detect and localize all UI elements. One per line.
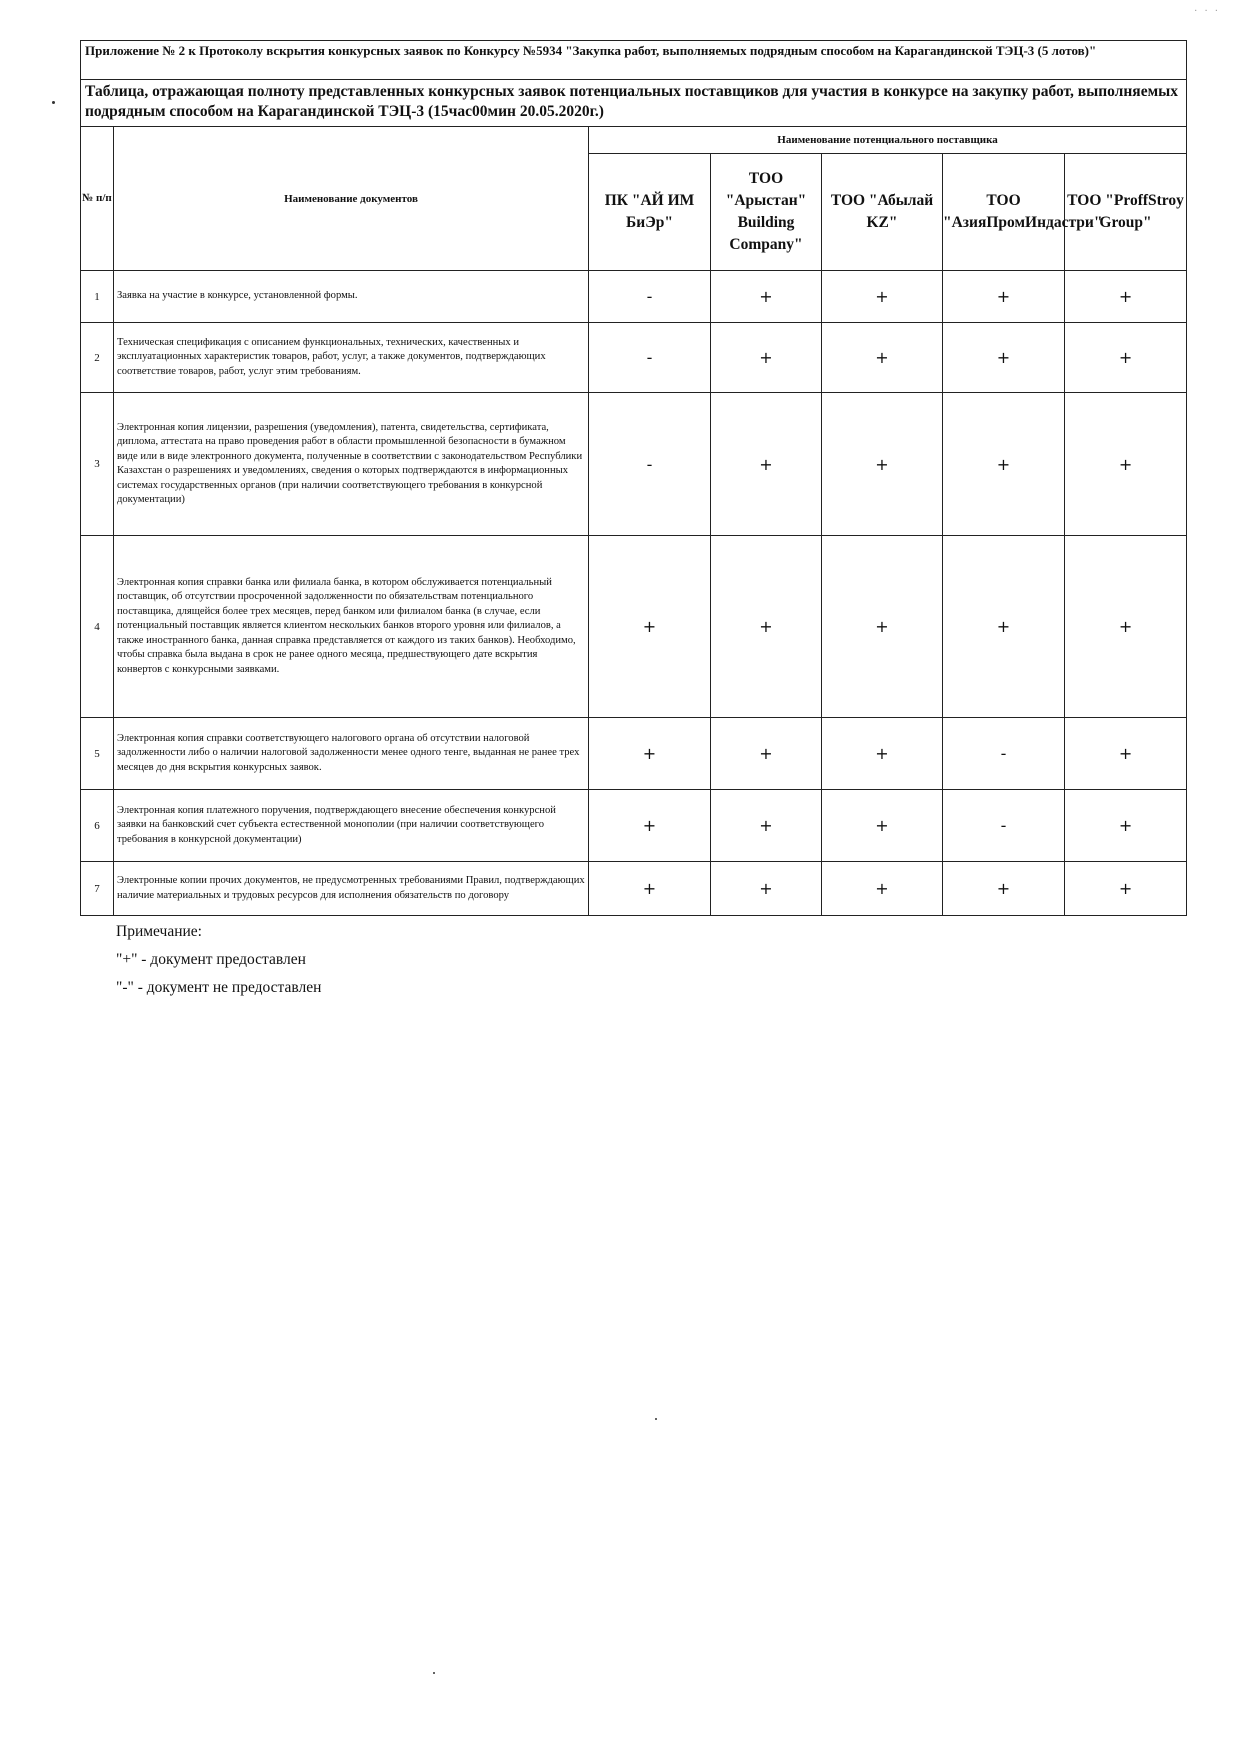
document-name: Электронные копии прочих документов, не предусмотренных требованиями Правил, подтверждающих наличие материальных и трудовых ресурсов для исполнения обязательств по договору [114,862,589,916]
status-mark: + [943,393,1065,536]
status-mark: - [943,718,1065,790]
status-mark: + [1065,536,1187,718]
row-number: 1 [81,271,114,323]
supplier-header: ТОО "ProffStroy Group" [1065,154,1187,271]
status-mark: - [589,323,711,393]
table-row [81,718,1187,790]
status-mark: + [711,271,822,323]
status-mark: + [589,790,711,862]
status-mark: - [589,393,711,536]
status-mark: + [711,790,822,862]
row-number: 6 [81,790,114,862]
document-name: Электронная копия справки соответствующего налогового органа об отсутствии налоговой задолженности либо о наличии налоговой задолженности менее одного тенге, выданная не ранее трех месяцев до дня вскрытия конкурсных заявок. [114,718,589,790]
status-mark: + [711,323,822,393]
table-row [81,323,1187,393]
status-mark: + [822,393,943,536]
status-mark: + [711,862,822,916]
note-minus-legend: "-" - документ не предоставлен [116,979,322,996]
status-mark: + [589,862,711,916]
document-name: Электронная копия лицензии, разрешения (уведомления), патента, свидетельства, сертификата, диплома, аттестата на право проведения работ в области промышленной безопасности в бумажном виде или в виде электронного документа, полученные в соответствии с законодательством Республики Казахстан о разрешениях и уведомлениях, сведения о которых подтверждаются в информационных системах государственных органов (при наличии соответствующего требования в конкурсной документации) [114,393,589,536]
status-mark: + [1065,271,1187,323]
supplier-header: ПК "АЙ ИМ БиЭр" [589,154,711,271]
status-mark: + [822,718,943,790]
status-mark: + [711,393,822,536]
table-row [81,790,1187,862]
status-mark: + [1065,862,1187,916]
status-mark: + [822,790,943,862]
column-header-documents: Наименование документов [114,127,589,271]
row-number: 5 [81,718,114,790]
table-row [81,271,1187,323]
status-mark: + [943,536,1065,718]
scan-speck [433,1672,435,1674]
notes-title: Примечание: [116,923,202,940]
scan-speck [655,1418,657,1420]
row-number: 7 [81,862,114,916]
supplier-header: ТОО "Абылай KZ" [822,154,943,271]
table-title: Таблица, отражающая полноту представленных конкурсных заявок потенциальных поставщиков для участия в конкурсе на закупку работ, выполняемых подрядным способом на Карагандинской ТЭЦ-3 (15час00мин 20.05.2020г.) [81,80,1187,127]
status-mark: + [1065,393,1187,536]
document-name: Электронная копия платежного поручения, подтверждающего внесение обеспечения конкурсной заявки на банковский счет субъекта естественной монополии (при наличии соответствующего требования в конкурсной документации) [114,790,589,862]
row-number: 3 [81,393,114,536]
annex-title: Приложение № 2 к Протоколу вскрытия конкурсных заявок по Конкурсу №5934 "Закупка работ, выполняемых подрядным способом на Карагандинской ТЭЦ-3 (5 лотов)" [81,41,1187,80]
status-mark: + [943,862,1065,916]
status-mark: + [589,718,711,790]
status-mark: + [1065,718,1187,790]
note-plus-legend: "+" - документ предоставлен [116,951,306,968]
notes-section [116,918,321,1002]
document-name: Заявка на участие в конкурсе, установленной формы. [114,271,589,323]
status-mark: - [589,271,711,323]
document-name: Техническая спецификация с описанием функциональных, технических, качественных и эксплуатационных характеристик товаров, работ, услуг, а также документов, подтверждающих соответствие товаров, работ, услуг этим требованиям. [114,323,589,393]
status-mark: + [822,271,943,323]
table-row [81,393,1187,536]
status-mark: + [822,323,943,393]
status-mark: + [943,271,1065,323]
status-mark: + [1065,790,1187,862]
supplier-header: ТОО "Арыстан" Building Company" [711,154,822,271]
status-mark: + [1065,323,1187,393]
table-row [81,862,1187,916]
supplier-header: ТОО "АзияПромИндастри" [943,154,1065,271]
row-number: 4 [81,536,114,718]
scan-corner-mark: · · · [1194,6,1220,17]
document-name: Электронная копия справки банка или филиала банка, в котором обслуживается потенциальный поставщик, об отсутствии просроченной задолженности по обязательствам потенциального поставщика, длящейся более трех месяцев, перед банком или филиалом банка (в случае, если потенциальный поставщик является клиентом нескольких банков второго уровня или филиалов, а также иностранного банка, данная справка представляется от каждого из таких банков). Необходимо, чтобы справка была выдана в срок не ранее одного месяца, предшествующего дате вскрытия конвертов с конкурсными заявками. [114,536,589,718]
scan-speck [52,101,55,104]
status-mark: + [822,862,943,916]
status-mark: + [711,536,822,718]
status-mark: + [822,536,943,718]
table-row [81,536,1187,718]
column-group-header-suppliers: Наименование потенциального поставщика [589,127,1187,154]
row-number: 2 [81,323,114,393]
status-mark: - [943,790,1065,862]
status-mark: + [943,323,1065,393]
completeness-table [80,40,1187,916]
status-mark: + [711,718,822,790]
column-header-number: № п/п [81,127,114,271]
status-mark: + [589,536,711,718]
